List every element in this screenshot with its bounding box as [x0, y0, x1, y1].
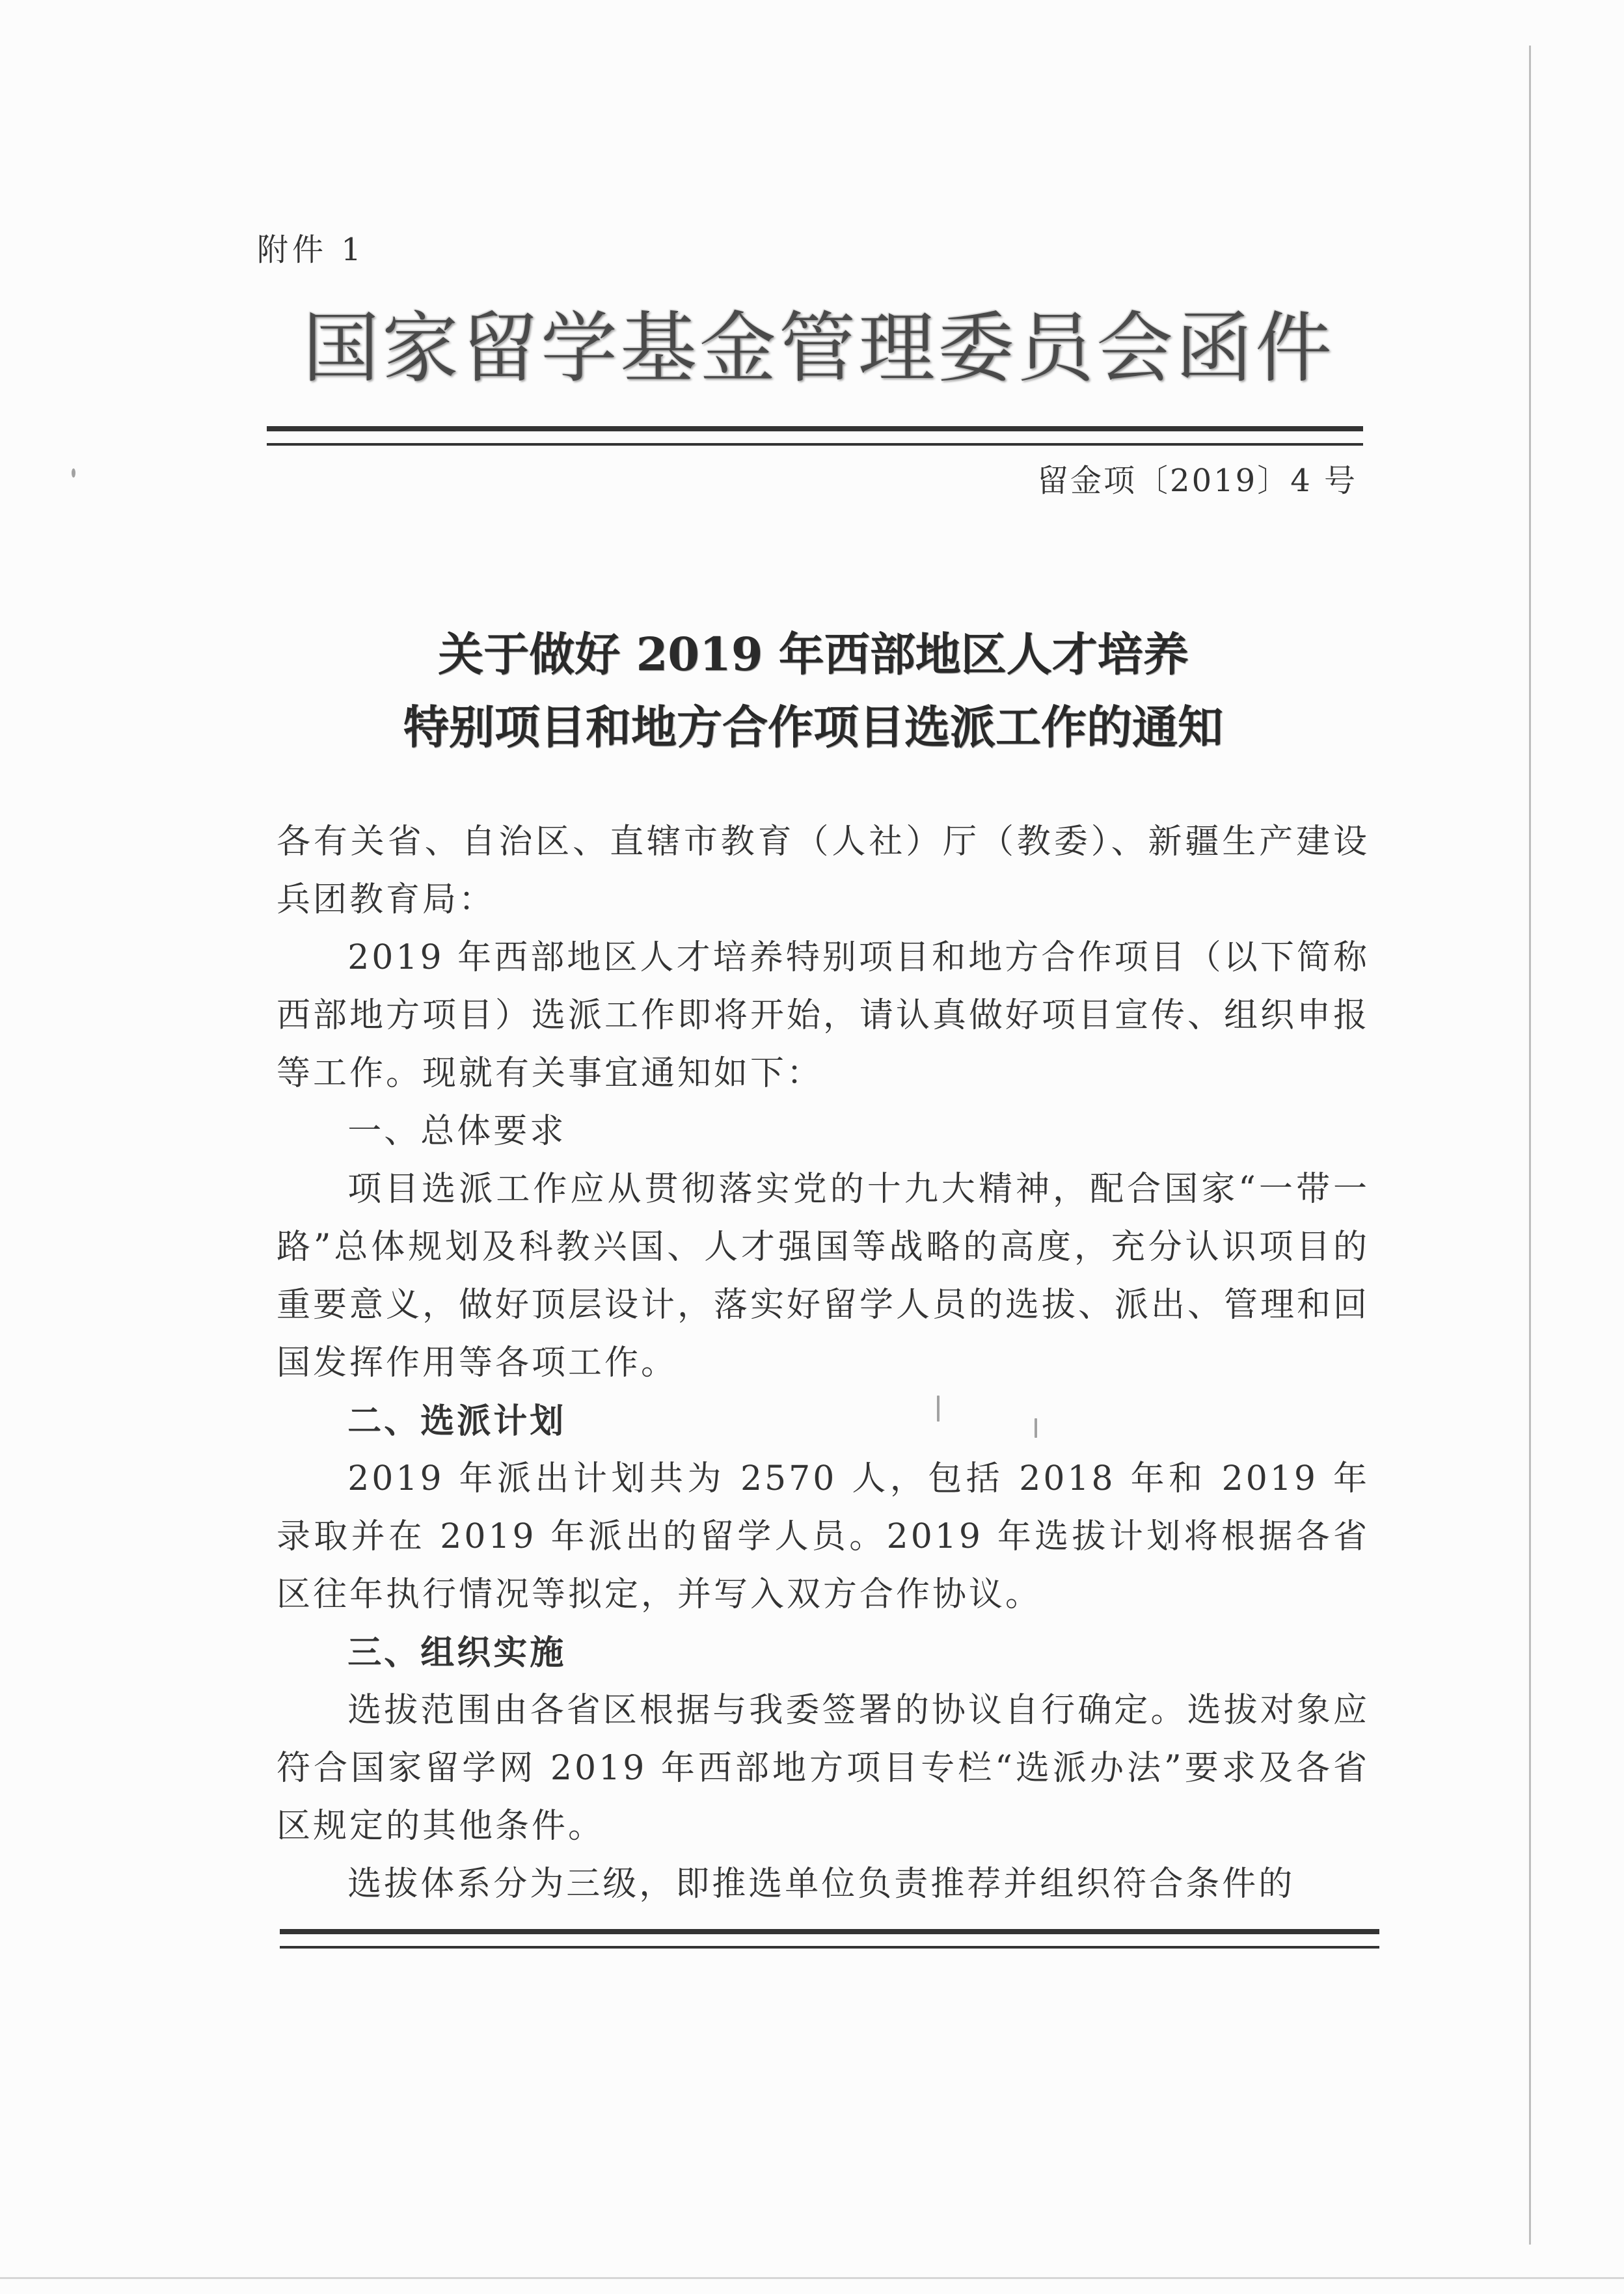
notice-body [277, 813, 1370, 1913]
section1-heading: 一、总体要求 [347, 1112, 567, 1151]
section3-heading: 三、组织实施 [347, 1633, 567, 1673]
scan-speck [937, 1396, 940, 1422]
notice-title-line1: 关于做好 2019 年西部地区人才培养 [438, 627, 1189, 681]
section3-paragraph-1: 选拔范围由各省区根据与我委签署的协议自行确定。选拔对象应符合国家留学网 2019 年西部地方项目专栏“选派办法”要求及各省区规定的其他条件。 [277, 1691, 1370, 1846]
section2-heading: 二、选派计划 [347, 1401, 567, 1441]
notice-title-line2: 特别项目和地方合作项目选派工作的通知 [403, 700, 1223, 754]
intro-paragraph: 2019 年西部地区人才培养特别项目和地方合作项目（以下简称西部地方项目）选派工作即将开始，请认真做好项目宣传、组织申报等工作。现就有关事宜通知如下： [277, 938, 1370, 1093]
section2-paragraph: 2019 年派出计划共为 2570 人，包括 2018 年和 2019 年录取并在 2019 年派出的留学人员。2019 年选拔计划将根据各省区往年执行情况等拟定，并写入双方合作协议。 [277, 1459, 1370, 1614]
letterhead-title: 国家留学基金管理委员会函件 [303, 303, 1335, 393]
document-number: 留金项〔2019〕4 号 [1037, 463, 1357, 499]
attachment-label: 附件 1 [257, 232, 365, 268]
section3-paragraph-2: 选拔体系分为三级，即推选单位负责推荐并组织符合条件的 [347, 1865, 1295, 1904]
notice-title [286, 618, 1340, 764]
letterhead-divider [267, 426, 1363, 446]
salutation: 各有关省、自治区、直辖市教育（人社）厅（教委）、新疆生产建设兵团教育局： [277, 822, 1370, 919]
footer-divider [280, 1929, 1379, 1949]
scan-edge-line [1529, 46, 1531, 2245]
scan-speck [1035, 1418, 1037, 1438]
scan-speck [72, 468, 75, 478]
section1-paragraph: 项目选派工作应从贯彻落实党的十九大精神，配合国家“一带一路”总体规划及科教兴国、人才强国等战略的高度，充分认识项目的重要意义，做好顶层设计，落实好留学人员的选拔、派出、管理和回国发挥作用等各项工作。 [277, 1170, 1370, 1383]
scan-bottom-line [0, 2277, 1624, 2279]
